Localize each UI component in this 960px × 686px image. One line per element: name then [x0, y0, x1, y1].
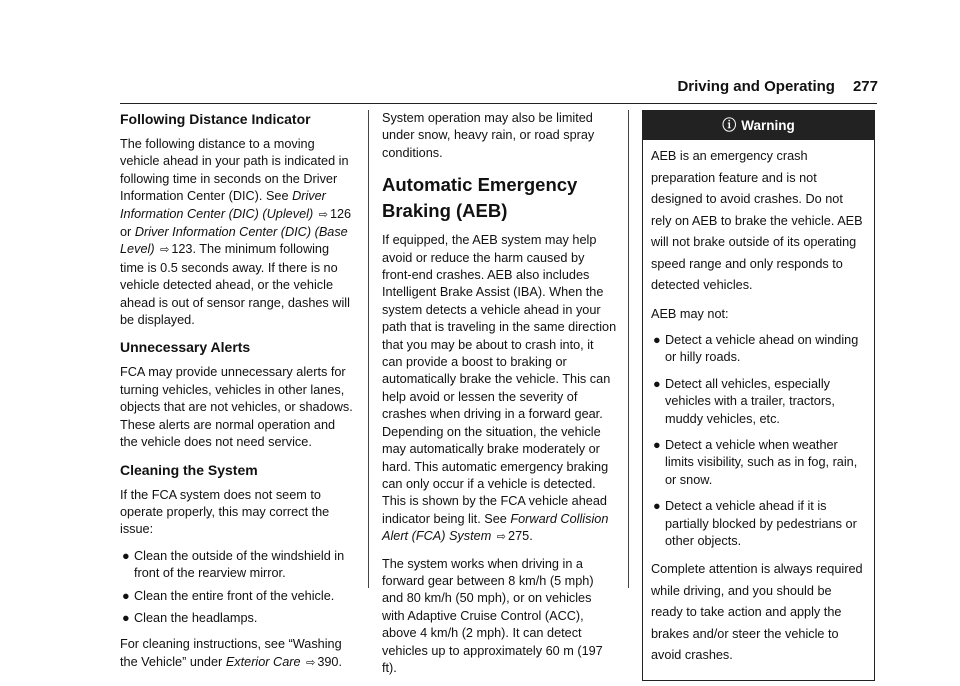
cleaning-text-2: . [338, 654, 343, 669]
aeb-text-end: . [529, 529, 533, 544]
section-title: Driving and Operating [677, 78, 835, 95]
bullet-icon: ● [122, 588, 130, 603]
page-header [677, 78, 878, 95]
aeb-text-1: If equipped, the AEB system may help avoid or reduce the harm caused by front-end crashes. AEB also includes Intelligent Brake Assist (IBA). When the system detects a vehicle ahead in your path that is traveling in the same direction that you may be about to crash into, it can provide a boost to braking or automatically brake the vehicle. This can help avoid or lessen the severity of crashes when driving in a forward gear. Depending on the situation, the vehicle may automatically brake moderately or hard. This automatic emergency braking can only occur if a vehicle is detected. This is shown by the FCA vehicle ahead indicator being lit. See [382, 233, 617, 526]
column-divider-2 [628, 110, 629, 588]
bullet-icon: ● [122, 548, 130, 563]
bullet-icon: ● [653, 332, 661, 347]
bullet-icon: ● [653, 437, 661, 452]
ref-dic-uplevel: Driver Information Center (DIC) (Uplevel) [120, 189, 326, 221]
warning-box [642, 110, 875, 681]
list-item-text: Clean the outside of the windshield in front of the rearview mirror. [134, 548, 345, 581]
list-item-text: Clean the headlamps. [134, 610, 258, 625]
page-ref-arrow-icon: ⇨ [306, 656, 316, 669]
warning-paragraph-2: Complete attention is always required while driving, and you should be ready to take action and apply the brakes and/or steer the vehicle to avoid crashes. [651, 562, 863, 663]
ref-page-123: 123 [171, 242, 193, 257]
warning-circle-icon: ⓘ [722, 117, 737, 133]
aeb-heading: Automatic Emergency Braking (AEB) [382, 174, 578, 222]
list-item [651, 332, 866, 367]
fdi-heading: Following Distance Indicator [120, 111, 311, 127]
ref-page-126: 126 [329, 206, 352, 221]
list-item [651, 498, 866, 550]
warning-title: Warning [741, 118, 795, 133]
header-divider [120, 103, 877, 104]
page-number: 277 [852, 78, 878, 95]
list-item-text: Detect a vehicle when weather limits visibility, such as in fog, rain, or snow. [665, 437, 858, 487]
bullet-icon: ● [653, 499, 661, 514]
page-ref-arrow-icon: ⇨ [496, 531, 507, 544]
warning-list [651, 332, 866, 550]
list-item-text: Clean the entire front of the vehicle. [134, 588, 335, 603]
column-right [642, 110, 875, 681]
page-ref-arrow-icon: ⇨ [160, 244, 170, 257]
fdi-or: or [120, 225, 135, 240]
ref-exterior-care: Exterior Care [225, 654, 301, 669]
cleaning-instructions [120, 636, 355, 672]
list-item-text: Detect a vehicle ahead if it is partially blocked by pedestrians or other objects. [665, 499, 857, 548]
list-item [120, 548, 355, 583]
fdi-text-2: . The minimum following time is 0.5 seconds away. If there is no vehicle detected ahead, or the vehicle ahead is out of sensor range, dashes will be displayed. [120, 242, 350, 328]
page-ref-arrow-icon: ⇨ [318, 208, 328, 221]
column-middle [382, 110, 617, 686]
warning-body [643, 140, 874, 680]
ref-fca-system: Forward Collision Alert (FCA) System [382, 511, 609, 544]
aeb-paragraph-1 [382, 232, 617, 546]
continued-paragraph: System operation may also be limited under snow, heavy rain, or road spray conditions. [382, 111, 595, 160]
cleaning-heading: Cleaning the System [120, 461, 258, 478]
cleaning-intro: If the FCA system does not seem to operate properly, this may correct the issue: [120, 487, 330, 537]
warning-may-not: AEB may not: [651, 306, 729, 321]
ref-page-275: 275 [508, 529, 530, 544]
column-divider-1 [368, 110, 369, 588]
cleaning-text-1: For cleaning instructions, see “Washing the Vehicle” under [120, 637, 342, 669]
list-item [651, 376, 866, 428]
bullet-icon: ● [653, 376, 661, 391]
fdi-paragraph [120, 136, 355, 329]
list-item-text: Detect a vehicle ahead on winding or hilly roads. [665, 332, 859, 365]
list-item [120, 588, 355, 605]
alerts-paragraph: FCA may provide unnecessary alerts for turning vehicles, vehicles in other lanes, objects that are not vehicles, or shadows. These alerts are normal operation and the vehicle does not need service. [120, 365, 353, 450]
ref-page-390: 390 [317, 654, 339, 669]
bullet-icon: ● [122, 610, 130, 625]
column-left [120, 110, 355, 681]
aeb-paragraph-2: The system works when driving in a forward gear between 8 km/h (5 mph) and 80 km/h (50 mph), or on vehicles with Adaptive Cruise Control (ACC), above 4 km/h (2 mph). It can detect vehicles up to approximately 60 m (197 ft). [382, 556, 603, 675]
ref-dic-base: Driver Information Center (DIC) (Base Level) [120, 225, 348, 257]
fdi-text-1: The following distance to a moving vehicle ahead in your path is indicated in following time in seconds on the Driver Information Center (DIC). See [120, 137, 349, 204]
cleaning-list [120, 548, 355, 628]
list-item [120, 610, 355, 627]
warning-paragraph-1: AEB is an emergency crash preparation feature and is not designed to avoid crashes. Do not rely on AEB to brake the vehicle. AEB will not brake outside of its operating speed range and only responds to detected vehicles. [651, 149, 863, 292]
alerts-heading: Unnecessary Alerts [120, 339, 251, 356]
warning-header [643, 111, 874, 140]
list-item [651, 437, 866, 489]
list-item-text: Detect all vehicles, especially vehicles with a trailer, tractors, muddy vehicles, etc. [665, 376, 835, 426]
